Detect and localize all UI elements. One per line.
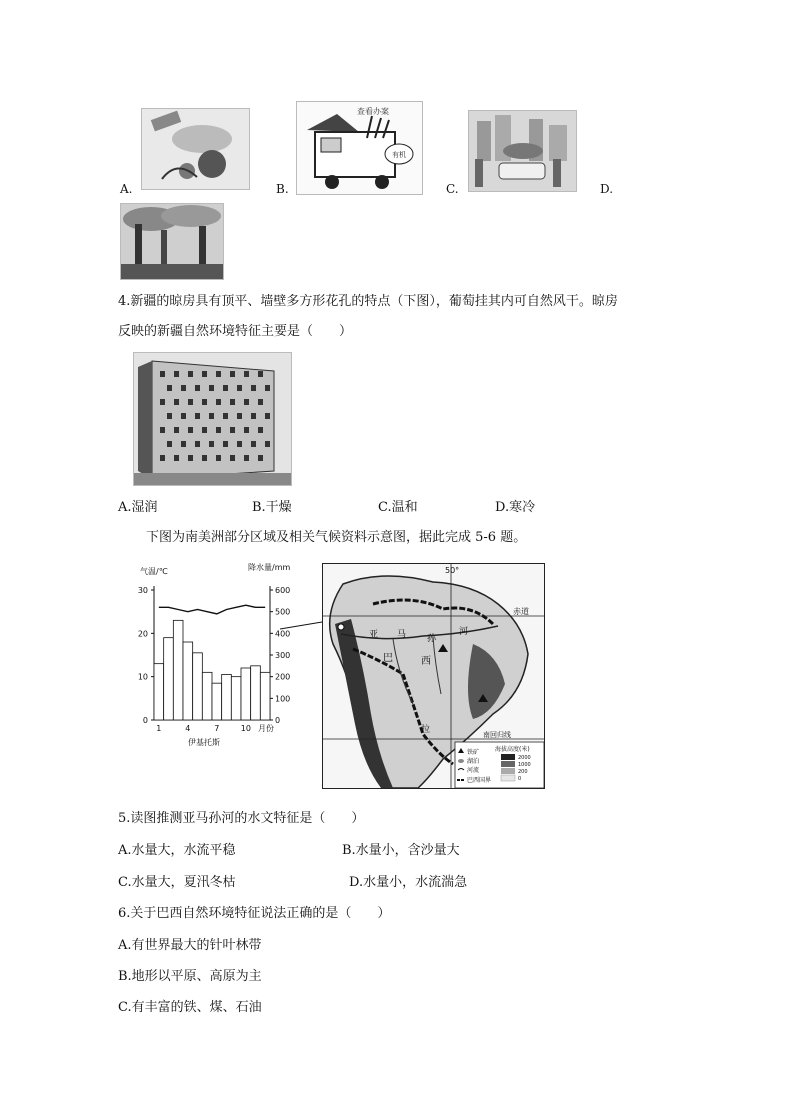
legend-item-river: 河流 (467, 767, 480, 774)
wall-hole (223, 441, 228, 447)
precip-bar (173, 620, 183, 720)
wall-hole (202, 399, 207, 405)
wall-hole (216, 399, 221, 405)
wall-hole (251, 385, 256, 391)
legend-level-0: 0 (518, 776, 522, 782)
wall-hole (209, 413, 214, 419)
precip-bar (164, 638, 174, 720)
equator-label: 赤道 (513, 607, 529, 616)
precip-tick-label: 100 (275, 694, 291, 704)
wall-hole (230, 427, 235, 433)
drying-house-icon (134, 353, 291, 485)
legend-item-border: 巴西国界 (467, 777, 492, 784)
temp-tick-label: 0 (142, 716, 148, 725)
wall-hole (181, 413, 186, 419)
option-c-image (468, 110, 577, 192)
wall-hole (174, 371, 179, 377)
intro-text: 下图为南美洲部分区域及相关气候资料示意图，据此完成 5-6 题。 (146, 530, 527, 545)
south-america-map (322, 563, 545, 789)
wall-hole (202, 455, 207, 461)
precip-tick-label: 400 (275, 629, 291, 639)
wall-hole (230, 371, 235, 377)
wall-hole (209, 441, 214, 447)
wall-hole (167, 385, 172, 391)
wall-hole (244, 371, 249, 377)
wall-hole (188, 371, 193, 377)
wall-hole (265, 385, 270, 391)
precip-axis-label: 降水量/mm (248, 563, 291, 572)
precip-bar (154, 664, 164, 720)
wall-hole (244, 427, 249, 433)
q4-option-d: D.寒冷 (495, 500, 536, 515)
precip-tick-label: 0 (275, 716, 281, 725)
x-tick-label: 月份 (258, 724, 274, 733)
truck-cartoon-icon (297, 102, 422, 194)
wall-hole (258, 455, 263, 461)
longitude-label: 50° (445, 566, 460, 575)
wall-hole (230, 399, 235, 405)
wall-hole (202, 427, 207, 433)
precip-tick-label: 600 (275, 586, 291, 595)
legend-item-lake: 湖泊 (467, 758, 480, 765)
precip-tick-label: 500 (275, 607, 291, 617)
option-c-label: C. (446, 182, 459, 196)
x-tick-label: 10 (240, 724, 251, 733)
wall-hole (237, 441, 242, 447)
wall-hole (160, 427, 165, 433)
label-xi: 西 (421, 656, 431, 667)
q6-option-b: B.地形以平原、高原为主 (118, 969, 262, 984)
legend-level-200: 200 (518, 769, 528, 775)
drying-house-photo (133, 352, 292, 486)
x-tick-label: 4 (185, 724, 191, 733)
label-la: 拉 (421, 725, 431, 735)
q4-option-a: A.湿润 (118, 500, 158, 515)
factory-smoke-icon (121, 204, 223, 279)
q5-stem: 5.读图推测亚马孙河的水文特征是（ ） (118, 811, 365, 826)
wall-hole (244, 455, 249, 461)
label-he: 河 (459, 627, 469, 637)
q4-option-c: C.温和 (378, 500, 418, 515)
legend-level-2000: 2000 (518, 755, 531, 761)
smog-cartoon-icon (142, 109, 249, 189)
precip-bar (193, 653, 203, 720)
precip-bar (222, 675, 232, 721)
wall-hole (181, 441, 186, 447)
climate-chart (118, 560, 300, 750)
tropic-label: 南回归线 (483, 731, 511, 739)
q4-option-b: B.干燥 (252, 500, 292, 515)
precip-bar (212, 683, 222, 720)
wall-hole (167, 441, 172, 447)
precip-bar (231, 677, 241, 720)
legend-item-iron: 铁矿 (467, 749, 480, 756)
temp-tick-label: 30 (137, 586, 148, 595)
wall-hole (216, 427, 221, 433)
q5-option-c: C.水量大，夏汛冬枯 (118, 875, 236, 890)
temp-tick-label: 20 (137, 629, 148, 639)
wall-hole (181, 385, 186, 391)
wall-hole (258, 371, 263, 377)
wall-hole (237, 385, 242, 391)
wall-hole (223, 413, 228, 419)
pic-b-sign: 有机 (392, 151, 406, 159)
legend-level-1000: 1000 (518, 762, 531, 768)
wall-hole (216, 455, 221, 461)
wall-hole (251, 413, 256, 419)
wall-hole (223, 385, 228, 391)
q5-option-b: B.水量小，含沙量大 (342, 843, 460, 858)
map-svg (323, 564, 544, 788)
wall-hole (251, 441, 256, 447)
wall-hole (160, 399, 165, 405)
option-d-image (120, 203, 224, 280)
q4-stem-line1: 4.新疆的晾房具有顶平、墙壁多方形花孔的特点（下图），葡萄挂其内可自然风干。晾房 (118, 294, 618, 309)
wall-hole (237, 413, 242, 419)
option-b-label: B. (276, 182, 289, 196)
label-ba: 巴 (383, 653, 393, 664)
precip-bar (202, 672, 212, 720)
wall-hole (202, 371, 207, 377)
wall-hole (160, 455, 165, 461)
label-ya: 亚 (369, 630, 379, 640)
option-a-image (141, 108, 250, 190)
wall-hole (265, 441, 270, 447)
wall-hole (244, 399, 249, 405)
wall-hole (265, 413, 270, 419)
option-b-image (296, 101, 423, 195)
wall-hole (258, 399, 263, 405)
precip-tick-label: 200 (275, 672, 291, 682)
precip-bar (260, 672, 270, 720)
temp-tick-label: 10 (137, 672, 148, 682)
option-d-label: D. (600, 182, 614, 196)
wall-hole (174, 399, 179, 405)
wall-hole (174, 427, 179, 433)
precip-tick-label: 300 (275, 651, 291, 660)
q4-stem-line2: 反映的新疆自然环境特征主要是（ ） (118, 324, 353, 339)
x-tick-label: 7 (214, 724, 220, 733)
q6-stem: 6.关于巴西自然环境特征说法正确的是（ ） (118, 906, 391, 921)
pic-b-banner: 查看办案 (357, 107, 389, 116)
q5-option-d: D.水量小，水流湍急 (349, 875, 468, 890)
wall-hole (209, 385, 214, 391)
wall-hole (160, 371, 165, 377)
wall-hole (216, 371, 221, 377)
label-sun: 孙 (427, 634, 437, 644)
temperature-line (159, 605, 265, 614)
legend-title: 海拔高度(米) (495, 746, 530, 753)
wall-hole (195, 413, 200, 419)
q5-option-a: A.水量大，水流平稳 (118, 843, 236, 858)
station-label: 伊基托斯 (188, 738, 220, 747)
label-ma: 马 (397, 630, 407, 640)
wall-hole (174, 455, 179, 461)
wall-hole (195, 385, 200, 391)
temp-axis-label: 气温/℃ (140, 567, 168, 576)
city-traffic-icon (469, 111, 576, 191)
wall-hole (188, 455, 193, 461)
x-tick-label: 1 (156, 724, 162, 733)
wall-hole (230, 455, 235, 461)
wall-hole (167, 413, 172, 419)
q6-option-c: C.有丰富的铁、煤、石油 (118, 1000, 262, 1015)
wall-hole (195, 441, 200, 447)
precip-bar (183, 642, 193, 720)
precip-bar (241, 668, 251, 720)
q6-option-a: A.有世界最大的针叶林带 (118, 938, 262, 953)
wall-hole (188, 399, 193, 405)
option-a-label: A. (120, 182, 133, 196)
wall-hole (188, 427, 193, 433)
map-legend (455, 742, 544, 788)
wall-hole (258, 427, 263, 433)
precip-bar (251, 666, 261, 720)
